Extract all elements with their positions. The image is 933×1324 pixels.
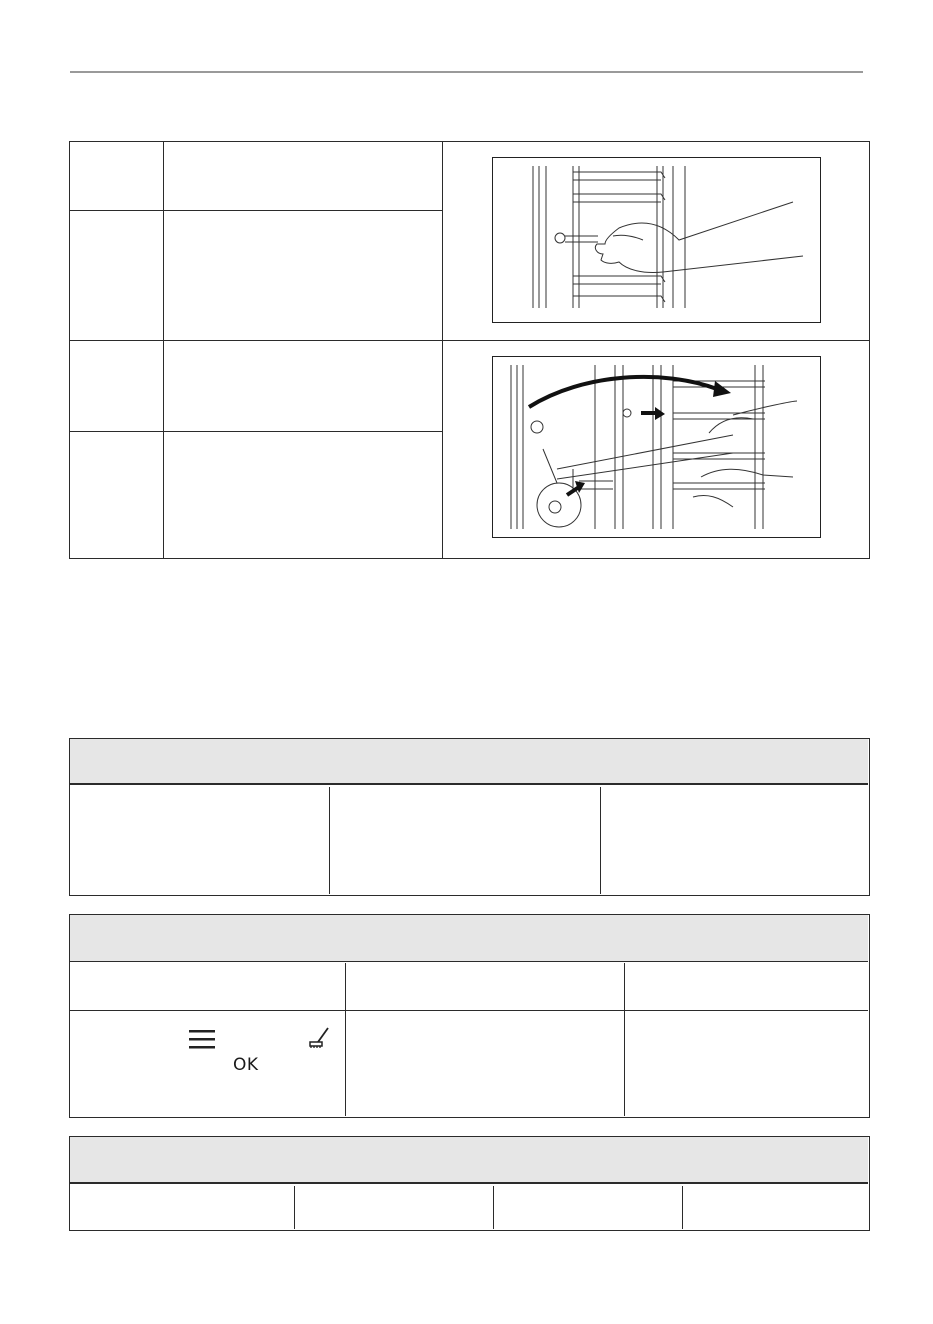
- menu-icon: [189, 1029, 215, 1049]
- step-number-1: [70, 142, 163, 210]
- table-a-cell-1: [70, 787, 330, 894]
- table-b-header: [70, 915, 868, 962]
- table-c-column-4: [683, 1186, 868, 1229]
- table-b-column-1: [70, 963, 346, 1011]
- table-c-column-1: [70, 1186, 295, 1229]
- step-action-4: [164, 432, 442, 558]
- hand-releasing-shelf-support-illustration: [492, 157, 821, 323]
- step-action-2: [164, 211, 442, 340]
- table-b-row-cell-2: [346, 1011, 625, 1116]
- step-number-3: [70, 341, 163, 431]
- step-action-1: [164, 142, 442, 210]
- table-b-row-cell-3: [625, 1011, 868, 1116]
- table-c-column-3: [494, 1186, 683, 1229]
- step-number-4: [70, 432, 163, 558]
- table-b: [69, 914, 870, 1118]
- shelf-support-reinstall-arrow-illustration: [492, 356, 821, 538]
- step-number-2: [70, 211, 163, 340]
- table-b-row-cell-1: [70, 1011, 346, 1116]
- top-rule: [70, 71, 863, 73]
- table-c-column-2: [295, 1186, 494, 1229]
- table-a-cell-2: [330, 787, 601, 894]
- table-c: [69, 1136, 870, 1231]
- table-c-header: [70, 1137, 868, 1184]
- step-action-3: [164, 341, 442, 431]
- table-b-column-3: [625, 963, 868, 1011]
- ok-label: OK: [233, 1055, 259, 1075]
- step-table: [69, 141, 870, 559]
- table-a: [69, 738, 870, 896]
- table-b-column-2: [346, 963, 625, 1011]
- table-a-header: [70, 739, 868, 785]
- step-table-divider-2: [442, 142, 443, 558]
- table-a-cell-3: [601, 787, 868, 894]
- cleaning-brush-icon: [308, 1027, 330, 1049]
